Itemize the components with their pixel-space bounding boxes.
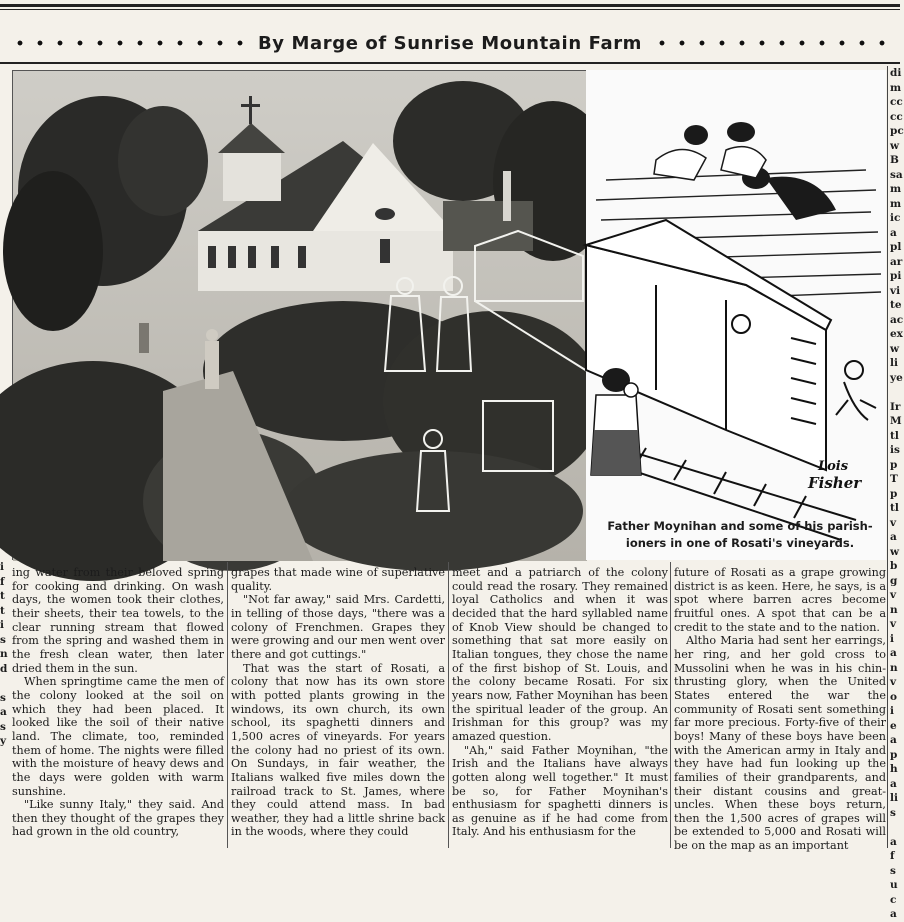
artist-signature-first: Lois xyxy=(818,459,849,474)
right-fragment-line: w xyxy=(890,342,900,355)
right-fragment-line: i xyxy=(890,632,894,645)
right-fragment-line: tl xyxy=(890,502,899,514)
right-fragment-line: b xyxy=(890,560,898,572)
right-fragment-line: is xyxy=(890,444,900,456)
right-fragment-line: p xyxy=(890,748,898,761)
right-fragment-line: tl xyxy=(890,429,899,442)
right-fragment-line: g xyxy=(890,574,898,587)
right-fragment-line: a xyxy=(890,835,897,848)
right-fragment-line: ic xyxy=(890,212,901,224)
article-column-4 xyxy=(674,566,886,853)
col1-paragraph-3: "Like sunny Italy," they said. And then they thought of the grapes they had grown in the old country, xyxy=(12,798,224,839)
left-fragment-line: s xyxy=(0,691,6,704)
top-rule-thin xyxy=(0,9,900,10)
right-fragment-line: li xyxy=(890,792,898,804)
right-fragment-lines xyxy=(888,66,904,922)
col1-paragraph-1: ing water from their beloved spring for cooking and drinking. On wash days, the women took their clothes, their sheets, their tea towels, to the clear running stream that flowed from the spring and washed them in the fresh clean water, then later dried them in the sun. xyxy=(12,566,224,675)
boxcar-cartoon xyxy=(586,70,886,560)
right-fragment-line: Ir xyxy=(890,400,901,413)
left-fragment-lines xyxy=(0,560,10,749)
right-fragment-line: w xyxy=(890,139,900,152)
right-fragment-line: pc xyxy=(890,125,904,137)
col1-paragraph-2: When springtime came the men of the colony looked at the soil on which they had been placed. It looked like the soil of their native land. The climate, too, reminded them of home. The nights were filled with the moisture of heavy dews and the days were golden with warm sunshine. xyxy=(12,675,224,798)
caption-line-1: Father Moynihan and some of his parish- xyxy=(607,519,873,533)
caption-line-2: ioners in one of Rosati's vineyards. xyxy=(625,536,855,550)
right-fragment-line: pl xyxy=(890,241,902,253)
left-fragment-line: f xyxy=(0,575,5,588)
right-fragment-line xyxy=(890,820,900,835)
right-fragment-line: T xyxy=(890,473,898,485)
left-fragment-line: t xyxy=(0,590,5,602)
col4-paragraph-2: Altho Maria had sent her earrings, her ring, and her gold cross to Mussolini when he was in his chin-thrusting glory, when the United States entered the war the community of Rosati sent something far more precious. Forty-five of their boys! Many of these boys have been with the American army in Italy and they have had fun looking up the families of their grandparents, and their distant cousins and great-uncles. When these boys return, then the 1,500 acres of grapes will be extended to 5,000 and Rosati will be on the map as an important xyxy=(674,634,886,853)
right-fragment-line: ac xyxy=(890,313,904,326)
right-fragment-line: u xyxy=(890,879,898,891)
right-fragment-line: B xyxy=(890,154,899,166)
left-fragment-line: s xyxy=(0,720,6,733)
right-fragment-line: o xyxy=(890,690,898,703)
right-fragment-line: ex xyxy=(890,328,903,340)
adjacent-column-left-fragment xyxy=(0,560,10,848)
right-fragment-line: f xyxy=(890,850,895,862)
church-vineyard-photo xyxy=(12,70,586,560)
right-fragment-line: p xyxy=(890,458,898,471)
col2-paragraph-1: grapes that made wine of superlative quality. xyxy=(231,566,445,593)
left-fragment-line: s xyxy=(0,633,6,646)
col3-paragraph-1: meet and a patriarch of the colony could read the rosary. They remained loyal Catholics and when it was decided that the hard syllabled name of Knob View should be changed to something that sat more easily on Italian tongues, they chose the name of the first bishop of St. Louis, and the colony became Rosati. For six years now, Father Moynihan has been the spiritual leader of the group. An Irishman for this group? was my amazed question. xyxy=(452,566,668,743)
cartoon-caption xyxy=(600,518,880,552)
right-fragment-line: sa xyxy=(890,168,903,181)
right-fragment-line: e xyxy=(890,719,897,732)
right-fragment-line: di xyxy=(890,67,902,79)
right-fragment-line: cc xyxy=(890,110,903,123)
right-fragment-line: a xyxy=(890,734,897,746)
right-fragment-line: cc xyxy=(890,96,903,108)
byline-dots-left xyxy=(6,40,252,46)
col4-paragraph-1: future of Rosati as a grape growing district is as keen. Here, he says, is a spot where barren acres become fruitful ones. A spot that can be a credit to the state and to the nation. xyxy=(674,566,886,634)
cartoon-illustration xyxy=(586,70,886,560)
right-fragment-line: h xyxy=(890,763,898,775)
right-fragment-line: a xyxy=(890,777,897,790)
article-column-3 xyxy=(452,566,668,846)
right-fragment-line: v xyxy=(890,589,897,601)
left-fragment-line: i xyxy=(0,561,4,573)
left-fragment-line xyxy=(0,676,10,691)
right-fragment-line: ye xyxy=(890,371,903,384)
right-fragment-line: s xyxy=(890,806,896,819)
byline-dots-right xyxy=(648,40,894,46)
right-fragment-line: vi xyxy=(890,284,901,297)
right-fragment-line: v xyxy=(890,516,897,529)
right-fragment-line: i xyxy=(890,705,894,717)
right-fragment-line: w xyxy=(890,545,900,558)
column-rule-3 xyxy=(670,562,671,848)
left-fragment-line: t xyxy=(0,604,5,617)
byline-title: By Marge of Sunrise Mountain Farm xyxy=(257,32,643,54)
right-fragment-line: n xyxy=(890,603,898,616)
top-rule xyxy=(0,4,900,7)
right-fragment-line: a xyxy=(890,531,897,543)
right-fragment-line: p xyxy=(890,487,898,500)
right-fragment-line: c xyxy=(890,893,897,906)
right-fragment-line: pi xyxy=(890,270,902,282)
right-fragment-line: m xyxy=(890,81,902,94)
right-fragment-line: ar xyxy=(890,255,903,268)
header-bottom-rule xyxy=(0,62,900,64)
col2-paragraph-3: That was the start of Rosati, a colony that now has its own store with potted plants growing in the windows, its own church, its own school, its spaghetti dinners and 1,500 acres of vineyards. For years the colony had no priest of its own. On Sundays, in fair weather, the Italians walked five miles down the railroad track to St. James, where they could attend mass. In bad weather, they had a little shrine back in the woods, where they could xyxy=(231,661,445,839)
right-fragment-line: a xyxy=(890,647,897,659)
right-fragment-line: v xyxy=(890,676,897,688)
col2-paragraph-2: "Not far away," said Mrs. Cardetti, in telling of those days, "there was a colony of Frenchmen. Grapes they were growing and our men went over there and got cuttings." xyxy=(231,593,445,661)
right-fragment-line: li xyxy=(890,357,898,369)
col3-paragraph-2: "Ah," said Father Moynihan, "the Irish and the Italians have always gotten along well together." It must be so, for Father Moynihan's enthusiasm for spaghetti dinners is as genuine as if he had come from Italy. And his enthusiasm for the xyxy=(452,743,668,839)
right-fragment-line: n xyxy=(890,661,898,674)
column-rule-2 xyxy=(448,562,449,848)
photo-illustration xyxy=(13,71,587,561)
right-fragment-line: M xyxy=(890,415,902,427)
article-column-2 xyxy=(231,566,445,846)
right-fragment-line: v xyxy=(890,618,897,630)
right-fragment-line: m xyxy=(890,197,902,210)
byline-banner xyxy=(0,26,900,60)
right-fragment-line: s xyxy=(890,864,896,877)
artist-signature-last: Fisher xyxy=(808,474,862,492)
column-rule-1 xyxy=(227,562,228,848)
right-fragment-line: a xyxy=(890,226,897,239)
left-fragment-line: i xyxy=(0,619,4,631)
article-column-1 xyxy=(12,566,224,846)
right-fragment-line: a xyxy=(890,908,897,920)
left-fragment-line: a xyxy=(0,706,7,718)
left-fragment-line: y xyxy=(0,735,7,747)
right-fragment-line: te xyxy=(890,299,902,311)
left-fragment-line: d xyxy=(0,662,8,675)
left-fragment-line: n xyxy=(0,648,8,660)
right-fragment-line xyxy=(890,385,900,400)
right-fragment-line: m xyxy=(890,183,902,195)
adjacent-column-right-fragment xyxy=(887,66,904,920)
